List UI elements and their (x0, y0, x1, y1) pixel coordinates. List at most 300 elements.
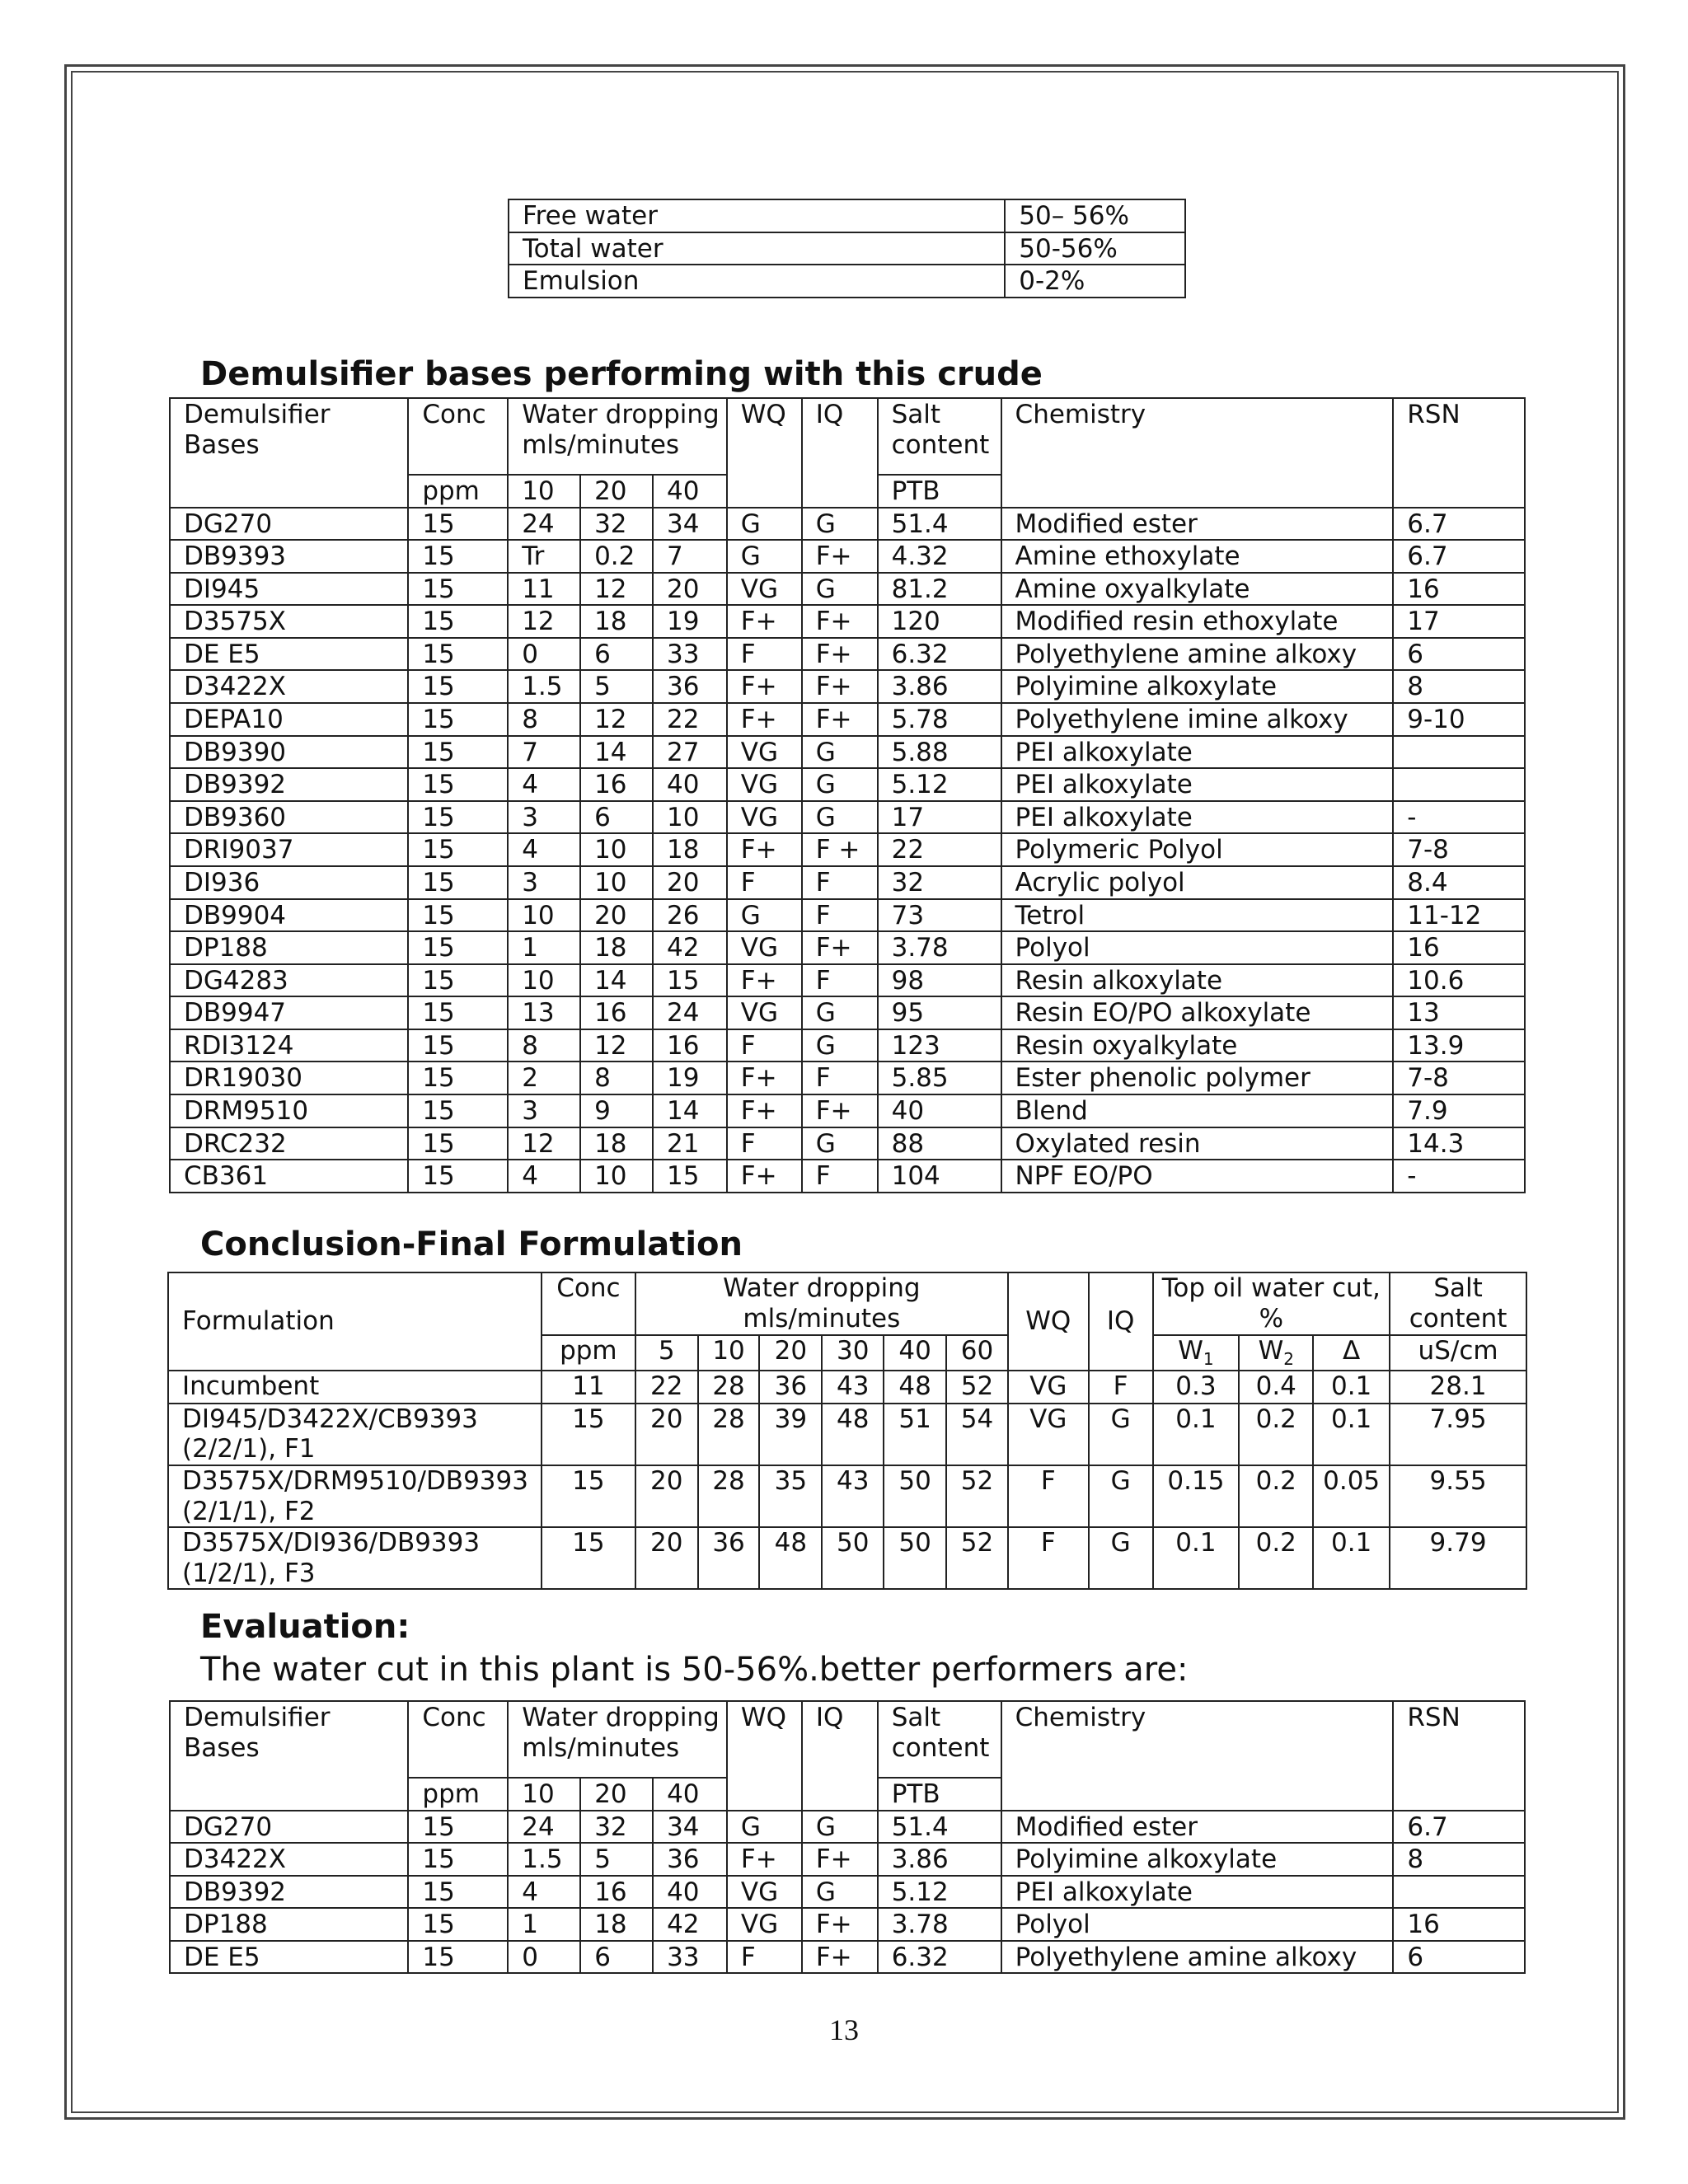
table-cell: G (802, 768, 878, 801)
col-header-top-oil: Top oil water cut, % (1153, 1272, 1390, 1335)
table-cell: 10 (653, 801, 727, 834)
table-cell: 9.55 (1390, 1465, 1526, 1527)
table-row (170, 736, 1525, 769)
table-cell: 16 (580, 996, 653, 1029)
table-cell: DP188 (170, 1908, 408, 1941)
table-cell: 13.9 (1393, 1029, 1525, 1062)
table-cell: 17 (1393, 605, 1525, 638)
table-cell: F+ (727, 833, 802, 866)
header-row (170, 398, 1525, 475)
table-cell: 16 (1393, 573, 1525, 606)
table-cell: 8 (508, 703, 580, 736)
table-cell: 33 (653, 638, 727, 671)
col-header-conc: Conc (408, 1701, 508, 1778)
col-header-formulation: Formulation (168, 1272, 542, 1371)
table-cell: 3.86 (878, 670, 1001, 703)
table-cell: DB9360 (170, 801, 408, 834)
table-cell: VG (727, 931, 802, 964)
table-row (170, 1127, 1525, 1160)
table-cell: DR19030 (170, 1062, 408, 1094)
table-cell: 20 (580, 899, 653, 932)
col-header-iq: IQ (802, 1701, 878, 1811)
table-row (170, 931, 1525, 964)
time-10: 10 (508, 475, 580, 508)
table-row (509, 265, 1185, 298)
table-cell: 1.5 (508, 1843, 580, 1876)
table-cell: 0.1 (1313, 1527, 1390, 1589)
table-row (168, 1527, 1526, 1589)
table-cell: G (802, 1127, 878, 1160)
table-cell: 15 (408, 670, 508, 703)
table-cell: F (1008, 1527, 1089, 1589)
table-cell: 5 (580, 1843, 653, 1876)
table-cell: DRC232 (170, 1127, 408, 1160)
table-cell: 15 (408, 1811, 508, 1844)
table-cell: 36 (759, 1371, 822, 1404)
table-cell: 5.88 (878, 736, 1001, 769)
table-cell: 7 (508, 736, 580, 769)
table-cell: Resin oxyalkylate (1001, 1029, 1394, 1062)
table-cell: 36 (698, 1527, 760, 1589)
table-cell: 6 (580, 638, 653, 671)
final-formulation-table (167, 1272, 1527, 1590)
table-cell: Resin EO/PO alkoxylate (1001, 996, 1394, 1029)
table-cell: 0.2 (580, 540, 653, 573)
table-row (170, 1908, 1525, 1941)
table-cell: F+ (802, 1908, 878, 1941)
table-cell: Blend (1001, 1094, 1394, 1127)
table-cell: 16 (1393, 1908, 1525, 1941)
table-cell: 7 (653, 540, 727, 573)
table-cell: VG (727, 573, 802, 606)
table-cell: 120 (878, 605, 1001, 638)
time-40: 40 (653, 475, 727, 508)
table-cell: G (727, 508, 802, 541)
table-cell: F+ (727, 1160, 802, 1193)
table-cell: 6 (580, 801, 653, 834)
table-cell: 4 (508, 1160, 580, 1193)
table-row (170, 964, 1525, 997)
table-row (168, 1465, 1526, 1527)
table-cell: F (802, 866, 878, 899)
table-cell: DG270 (170, 508, 408, 541)
better-performers-header (170, 1701, 1525, 1811)
table-cell: Modified ester (1001, 1811, 1394, 1844)
table-cell: 48 (759, 1527, 822, 1589)
table-cell: G (727, 899, 802, 932)
table-cell: Acrylic polyol (1001, 866, 1394, 899)
table-cell: G (727, 1811, 802, 1844)
table-row (170, 573, 1525, 606)
table-cell: G (802, 508, 878, 541)
table-cell: 6.7 (1393, 508, 1525, 541)
table-cell: D3422X (170, 670, 408, 703)
table-cell: 48 (822, 1404, 884, 1465)
table-cell: 0.1 (1313, 1404, 1390, 1465)
col-header-iq: IQ (802, 398, 878, 508)
table-cell: F (802, 1062, 878, 1094)
table-cell: 24 (508, 1811, 580, 1844)
table-cell: 6.32 (878, 1941, 1001, 1974)
time-10: 10 (508, 1778, 580, 1811)
col-header-iq: IQ (1089, 1272, 1153, 1371)
table-cell: 13 (508, 996, 580, 1029)
table-cell: 52 (946, 1465, 1008, 1527)
table-cell: 28 (698, 1465, 760, 1527)
table-cell: 0 (508, 638, 580, 671)
table-cell: 15 (408, 1062, 508, 1094)
table-cell: Modified ester (1001, 508, 1394, 541)
col-header-salt: Salt content (1390, 1272, 1526, 1335)
table-cell: D3422X (170, 1843, 408, 1876)
unit-ppm: ppm (408, 475, 508, 508)
table-cell: 6 (1393, 638, 1525, 671)
water-summary-table (508, 199, 1186, 298)
table-cell: 4 (508, 1876, 580, 1909)
col-header-bases: Demulsifier Bases (170, 1701, 408, 1811)
table-cell: 1 (508, 931, 580, 964)
table-cell: 6 (580, 1941, 653, 1974)
table-cell: DB9392 (170, 768, 408, 801)
table-row (170, 899, 1525, 932)
table-cell: 0.3 (1153, 1371, 1240, 1404)
time-5: 5 (635, 1335, 698, 1371)
table-cell: 4.32 (878, 540, 1001, 573)
table-cell: 9.79 (1390, 1527, 1526, 1589)
time-20: 20 (759, 1335, 822, 1371)
unit-ppm: ppm (408, 1778, 508, 1811)
table-cell: 4 (508, 833, 580, 866)
section-title-demulsifier-bases: Demulsifier bases performing with this crude (200, 355, 1043, 393)
table-row (170, 1843, 1525, 1876)
table-cell: F+ (802, 605, 878, 638)
table-cell: 14 (653, 1094, 727, 1127)
table-cell: F (802, 964, 878, 997)
table-cell: 0.15 (1153, 1465, 1240, 1527)
table-cell: F+ (727, 1843, 802, 1876)
table-cell: Polyimine alkoxylate (1001, 1843, 1394, 1876)
water-value: 50-56% (1005, 232, 1185, 265)
table-cell: 73 (878, 899, 1001, 932)
table-cell: 15 (408, 703, 508, 736)
demulsifier-bases-table (169, 397, 1526, 1193)
table-cell: 19 (653, 605, 727, 638)
col-header-rsn: RSN (1393, 1701, 1525, 1811)
table-cell: 5.78 (878, 703, 1001, 736)
table-cell: 15 (408, 1029, 508, 1062)
table-cell: 24 (508, 508, 580, 541)
table-row (509, 232, 1185, 265)
table-cell: 11-12 (1393, 899, 1525, 932)
header-row (170, 1701, 1525, 1778)
table-cell: 15 (542, 1465, 635, 1527)
table-cell: 15 (408, 899, 508, 932)
table-cell: 14.3 (1393, 1127, 1525, 1160)
table-row (170, 1811, 1525, 1844)
table-cell: 10.6 (1393, 964, 1525, 997)
col-header-water-dropping: Water dropping mls/minutes (508, 1701, 727, 1778)
table-cell: DRI9037 (170, 833, 408, 866)
table-cell (1393, 736, 1525, 769)
water-label: Emulsion (509, 265, 1005, 298)
table-cell: 0.1 (1153, 1527, 1240, 1589)
water-value: 0-2% (1005, 265, 1185, 298)
final-formulation-body (168, 1371, 1526, 1589)
col-header-conc: Conc (408, 398, 508, 475)
table-cell: 54 (946, 1404, 1008, 1465)
table-cell: 6.7 (1393, 1811, 1525, 1844)
table-cell: 16 (653, 1029, 727, 1062)
table-cell: 8 (580, 1062, 653, 1094)
table-cell: CB361 (170, 1160, 408, 1193)
table-cell: - (1393, 1160, 1525, 1193)
table-cell: 13 (1393, 996, 1525, 1029)
table-cell: 98 (878, 964, 1001, 997)
table-cell: DP188 (170, 931, 408, 964)
col-header-conc: Conc (542, 1272, 635, 1335)
table-cell: 7-8 (1393, 833, 1525, 866)
table-cell: 15 (408, 768, 508, 801)
table-cell: 43 (822, 1465, 884, 1527)
w-subscript: 1 (1203, 1349, 1214, 1370)
table-cell: 18 (580, 1908, 653, 1941)
table-cell: F (727, 866, 802, 899)
table-cell: 10 (580, 833, 653, 866)
table-cell: Tetrol (1001, 899, 1394, 932)
unit-ppm: ppm (542, 1335, 635, 1371)
table-cell: 18 (653, 833, 727, 866)
table-cell: 1 (508, 1908, 580, 1941)
time-60: 60 (946, 1335, 1008, 1371)
table-cell: DE E5 (170, 638, 408, 671)
table-cell: Polyol (1001, 931, 1394, 964)
table-cell: 11 (542, 1371, 635, 1404)
water-summary-body (509, 199, 1185, 298)
table-cell: 22 (878, 833, 1001, 866)
table-row (168, 1404, 1526, 1465)
table-cell: 39 (759, 1404, 822, 1465)
table-row (170, 1941, 1525, 1974)
table-cell: 15 (408, 605, 508, 638)
table-cell: 21 (653, 1127, 727, 1160)
table-cell: VG (727, 1876, 802, 1909)
table-cell: 123 (878, 1029, 1001, 1062)
table-cell: F+ (727, 670, 802, 703)
table-cell: VG (1008, 1371, 1089, 1404)
table-cell: 15 (408, 1876, 508, 1909)
table-cell (1393, 1876, 1525, 1909)
table-cell: DB9392 (170, 1876, 408, 1909)
table-cell: D3575X (170, 605, 408, 638)
table-cell: G (802, 1029, 878, 1062)
table-cell: 12 (580, 573, 653, 606)
unit-us-cm: uS/cm (1390, 1335, 1526, 1371)
table-cell: 27 (653, 736, 727, 769)
demulsifier-bases-body (170, 508, 1525, 1193)
table-cell: 10 (508, 899, 580, 932)
table-cell: DB9393 (170, 540, 408, 573)
table-cell: 9-10 (1393, 703, 1525, 736)
w-label: W (1258, 1336, 1284, 1366)
table-row (170, 1094, 1525, 1127)
table-cell: F (727, 1029, 802, 1062)
table-cell: DE E5 (170, 1941, 408, 1974)
table-cell: 15 (653, 1160, 727, 1193)
table-cell: 51.4 (878, 1811, 1001, 1844)
demulsifier-bases-header (170, 398, 1525, 508)
table-cell: Polyol (1001, 1908, 1394, 1941)
col-header-water-dropping: Water dropping mls/minutes (508, 398, 727, 475)
table-cell: 15 (408, 736, 508, 769)
w-label: W (1178, 1336, 1203, 1366)
table-cell: 6 (1393, 1941, 1525, 1974)
table-cell: DRM9510 (170, 1094, 408, 1127)
table-cell: VG (727, 801, 802, 834)
table-cell: 5 (580, 670, 653, 703)
table-cell: 15 (408, 996, 508, 1029)
table-row (170, 833, 1525, 866)
col-w1 (1153, 1335, 1240, 1371)
water-value: 50– 56% (1005, 199, 1185, 232)
table-cell: 32 (878, 866, 1001, 899)
table-cell: 88 (878, 1127, 1001, 1160)
table-cell: 51 (884, 1404, 946, 1465)
table-cell: 50 (822, 1527, 884, 1589)
table-cell: 1.5 (508, 670, 580, 703)
table-cell: F+ (727, 703, 802, 736)
table-cell: F+ (802, 931, 878, 964)
table-row (509, 199, 1185, 232)
table-cell: 0.2 (1239, 1527, 1313, 1589)
table-cell: 15 (408, 1908, 508, 1941)
table-cell: 3 (508, 801, 580, 834)
table-cell: F+ (727, 1094, 802, 1127)
table-cell: DB9904 (170, 899, 408, 932)
table-cell: 24 (653, 996, 727, 1029)
table-cell: 50 (884, 1527, 946, 1589)
table-row (170, 801, 1525, 834)
table-cell: 4 (508, 768, 580, 801)
table-cell: 3.78 (878, 931, 1001, 964)
table-cell: F+ (802, 1941, 878, 1974)
table-cell: DG270 (170, 1811, 408, 1844)
table-cell: Polyethylene amine alkoxy (1001, 1941, 1394, 1974)
table-cell: PEI alkoxylate (1001, 768, 1394, 801)
table-cell: 0.1 (1313, 1371, 1390, 1404)
table-cell: 10 (580, 1160, 653, 1193)
table-cell: 32 (580, 508, 653, 541)
table-cell: 40 (878, 1094, 1001, 1127)
table-cell: 15 (542, 1404, 635, 1465)
table-cell: 7.95 (1390, 1404, 1526, 1465)
table-cell: 15 (408, 1941, 508, 1974)
table-cell: 15 (408, 540, 508, 573)
table-cell: VG (727, 1908, 802, 1941)
table-cell: 15 (542, 1527, 635, 1589)
table-cell: 17 (878, 801, 1001, 834)
table-cell: VG (727, 736, 802, 769)
table-cell: 15 (408, 931, 508, 964)
table-cell: Tr (508, 540, 580, 573)
final-formulation-header (168, 1272, 1526, 1371)
table-cell: 52 (946, 1527, 1008, 1589)
table-cell: 0.2 (1239, 1404, 1313, 1465)
table-row (170, 605, 1525, 638)
col-delta: Δ (1313, 1335, 1390, 1371)
table-cell: VG (727, 996, 802, 1029)
table-cell: F+ (727, 964, 802, 997)
section-title-final-formulation: Conclusion-Final Formulation (200, 1226, 743, 1263)
water-label: Free water (509, 199, 1005, 232)
table-cell: F (802, 899, 878, 932)
table-cell: F+ (802, 1094, 878, 1127)
table-cell: 12 (580, 703, 653, 736)
table-cell: 42 (653, 1908, 727, 1941)
formulation-name-cell: Incumbent (168, 1371, 542, 1404)
table-row (170, 866, 1525, 899)
table-row (170, 638, 1525, 671)
table-cell: Amine oxyalkylate (1001, 573, 1394, 606)
table-cell: 48 (884, 1371, 946, 1404)
table-row (170, 703, 1525, 736)
time-30: 30 (822, 1335, 884, 1371)
table-cell: 32 (580, 1811, 653, 1844)
table-cell: F (1089, 1371, 1153, 1404)
formulation-name-cell: D3575X/DRM9510/DB9393 (2/1/1), F2 (168, 1465, 542, 1527)
table-cell: RDI3124 (170, 1029, 408, 1062)
table-cell: PEI alkoxylate (1001, 736, 1394, 769)
table-cell: 20 (635, 1527, 698, 1589)
table-cell: DB9947 (170, 996, 408, 1029)
table-cell: 16 (1393, 931, 1525, 964)
col-header-wq: WQ (1008, 1272, 1089, 1371)
table-cell: Polyethylene amine alkoxy (1001, 638, 1394, 671)
table-cell: PEI alkoxylate (1001, 1876, 1394, 1909)
table-cell: 19 (653, 1062, 727, 1094)
table-cell: G (802, 736, 878, 769)
table-cell: G (1089, 1404, 1153, 1465)
table-cell: 7.9 (1393, 1094, 1525, 1127)
table-cell: 0.2 (1239, 1465, 1313, 1527)
table-cell: F (802, 1160, 878, 1193)
table-cell: 33 (653, 1941, 727, 1974)
table-cell: DI936 (170, 866, 408, 899)
table-cell: 20 (635, 1404, 698, 1465)
table-cell: 15 (408, 1160, 508, 1193)
col-header-salt: Salt content (878, 398, 1001, 475)
table-cell: 15 (408, 1843, 508, 1876)
table-cell: 18 (580, 1127, 653, 1160)
table-cell: 26 (653, 899, 727, 932)
table-row (170, 508, 1525, 541)
table-cell: G (802, 573, 878, 606)
better-performers-body (170, 1811, 1525, 1974)
table-cell: 16 (580, 768, 653, 801)
table-cell: F+ (727, 605, 802, 638)
table-row (168, 1371, 1526, 1404)
table-cell: 15 (408, 508, 508, 541)
table-cell: 51.4 (878, 508, 1001, 541)
table-cell: F (727, 1127, 802, 1160)
formulation-name-cell: DI945/D3422X/CB9393 (2/2/1), F1 (168, 1404, 542, 1465)
unit-ptb: PTB (878, 475, 1001, 508)
table-cell: 0.1 (1153, 1404, 1240, 1465)
table-cell: 5.85 (878, 1062, 1001, 1094)
table-cell: Amine ethoxylate (1001, 540, 1394, 573)
table-cell: 15 (408, 638, 508, 671)
table-cell: 6.32 (878, 638, 1001, 671)
table-cell: 18 (580, 931, 653, 964)
